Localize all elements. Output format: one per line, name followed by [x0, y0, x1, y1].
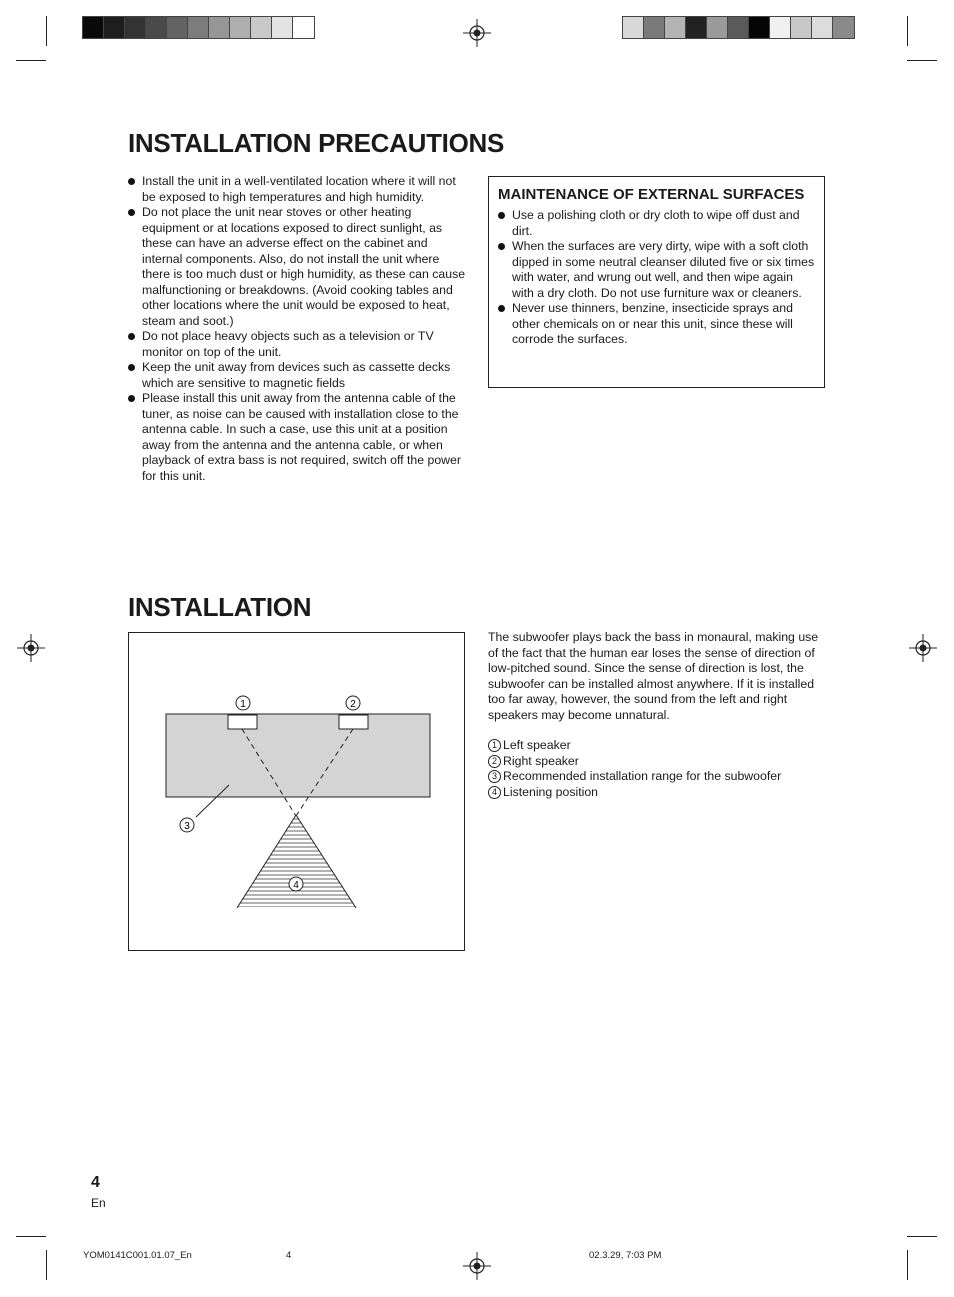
- marker-1: [236, 696, 250, 710]
- color-swatch: [833, 17, 854, 38]
- legend-item: [488, 754, 822, 770]
- list-item: Do not place heavy objects such as a television or TV monitor on top of the unit.: [128, 329, 466, 360]
- svg-text:4: 4: [293, 880, 299, 891]
- maintenance-list: [498, 208, 815, 348]
- svg-text:2: 2: [350, 699, 356, 710]
- color-swatch: [644, 17, 665, 38]
- legend-item: [488, 785, 822, 801]
- list-item: When the surfaces are very dirty, wipe with a soft cloth dipped in some neutral cleanser diluted five or six times with water, and wrung out well, and then wipe again with a dry cloth. Do not use furniture wax or cleaners.: [498, 239, 815, 301]
- legend-number: 3: [488, 770, 501, 783]
- list-item: Never use thinners, benzine, insecticide sprays and other chemicals on or near this unit, since these will corrode the surfaces.: [498, 301, 815, 348]
- svg-text:3: 3: [184, 821, 190, 832]
- speaker-layout-diagram: [129, 633, 464, 950]
- registration-mark-icon: [462, 1251, 492, 1281]
- registration-mark-icon: [462, 18, 492, 48]
- legend: [488, 738, 822, 800]
- legend-number: 1: [488, 739, 501, 752]
- color-swatch: [272, 17, 293, 38]
- footer-page: 4: [286, 1250, 292, 1261]
- maintenance-box: [488, 176, 825, 388]
- color-swatch: [209, 17, 230, 38]
- color-swatch: [293, 17, 314, 38]
- marker-4: [289, 877, 303, 891]
- color-swatch: [791, 17, 812, 38]
- color-bar-left: [82, 16, 315, 39]
- color-swatch: [728, 17, 749, 38]
- list-item: Install the unit in a well-ventilated location where it will not be exposed to high temperatures and high humidity.: [128, 174, 466, 205]
- list-item: Use a polishing cloth or dry cloth to wipe off dust and dirt.: [498, 208, 815, 239]
- marker-2: [346, 696, 360, 710]
- footer-file: YOM0141C001.01.07_En: [83, 1250, 192, 1261]
- color-swatch: [104, 17, 125, 38]
- color-swatch: [125, 17, 146, 38]
- maintenance-title: MAINTENANCE OF EXTERNAL SURFACES: [498, 186, 805, 203]
- color-swatch: [665, 17, 686, 38]
- color-swatch: [167, 17, 188, 38]
- page-language: En: [91, 1196, 106, 1210]
- list-item: Please install this unit away from the antenna cable of the tuner, as noise can be caused with installation close to the antenna cable. In such a case, use this unit at a position away from the antenna and the antenna cable, or when playback of extra bass is not required, switch off the power for this unit.: [128, 391, 466, 484]
- legend-number: 4: [488, 786, 501, 799]
- installation-description: The subwoofer plays back the bass in monaural, making use of the fact that the human ear loses the sense of direction of low-pitched sound. Since the sense of direction is lost, the subwoofer can be installed almost anywhere. If it is installed too far away, however, the sound from the left and right speakers may become unnatural.: [488, 630, 819, 722]
- list-item: Keep the unit away from devices such as cassette decks which are sensitive to magnetic fields: [128, 360, 466, 391]
- list-item: Do not place the unit near stoves or other heating equipment or at locations exposed to direct sunlight, as these can have an adverse effect on the cabinet and internal components. Also, do not install the unit where there is too much dust or high humidity, as these can cause malfunctioning or breakdowns. (Avoid cooking tables and other locations where the unit would be exposed to heat, steam and soot.): [128, 205, 466, 329]
- precautions-list: [128, 174, 466, 484]
- color-swatch: [83, 17, 104, 38]
- registration-mark-icon: [16, 633, 46, 663]
- color-swatch: [770, 17, 791, 38]
- color-bar-right: [622, 16, 855, 39]
- color-swatch: [686, 17, 707, 38]
- color-swatch: [749, 17, 770, 38]
- color-swatch: [812, 17, 833, 38]
- footer-timestamp: 02.3.29, 7:03 PM: [589, 1250, 662, 1261]
- listening-position-area: [229, 819, 364, 907]
- color-swatch: [707, 17, 728, 38]
- legend-item: [488, 738, 822, 754]
- color-swatch: [146, 17, 167, 38]
- left-speaker: [228, 715, 257, 729]
- right-speaker: [339, 715, 368, 729]
- legend-label: Right speaker: [503, 753, 579, 768]
- recommended-range-area: [166, 714, 430, 797]
- color-swatch: [251, 17, 272, 38]
- legend-label: Listening position: [503, 784, 599, 799]
- svg-text:1: 1: [240, 699, 246, 710]
- legend-label: Left speaker: [503, 738, 571, 752]
- registration-mark-icon: [908, 633, 938, 663]
- color-swatch: [623, 17, 644, 38]
- legend-item: [488, 769, 822, 785]
- precautions-list-container: [128, 174, 466, 484]
- color-swatch: [188, 17, 209, 38]
- color-swatch: [230, 17, 251, 38]
- legend-label: Recommended installation range for the subwoofer: [503, 769, 782, 783]
- precautions-title: INSTALLATION PRECAUTIONS: [128, 128, 505, 158]
- installation-title: INSTALLATION: [128, 592, 312, 622]
- installation-text: [488, 630, 822, 800]
- page-number: 4: [91, 1174, 100, 1191]
- marker-3: [180, 818, 194, 832]
- installation-diagram: [128, 632, 465, 951]
- legend-number: 2: [488, 755, 501, 768]
